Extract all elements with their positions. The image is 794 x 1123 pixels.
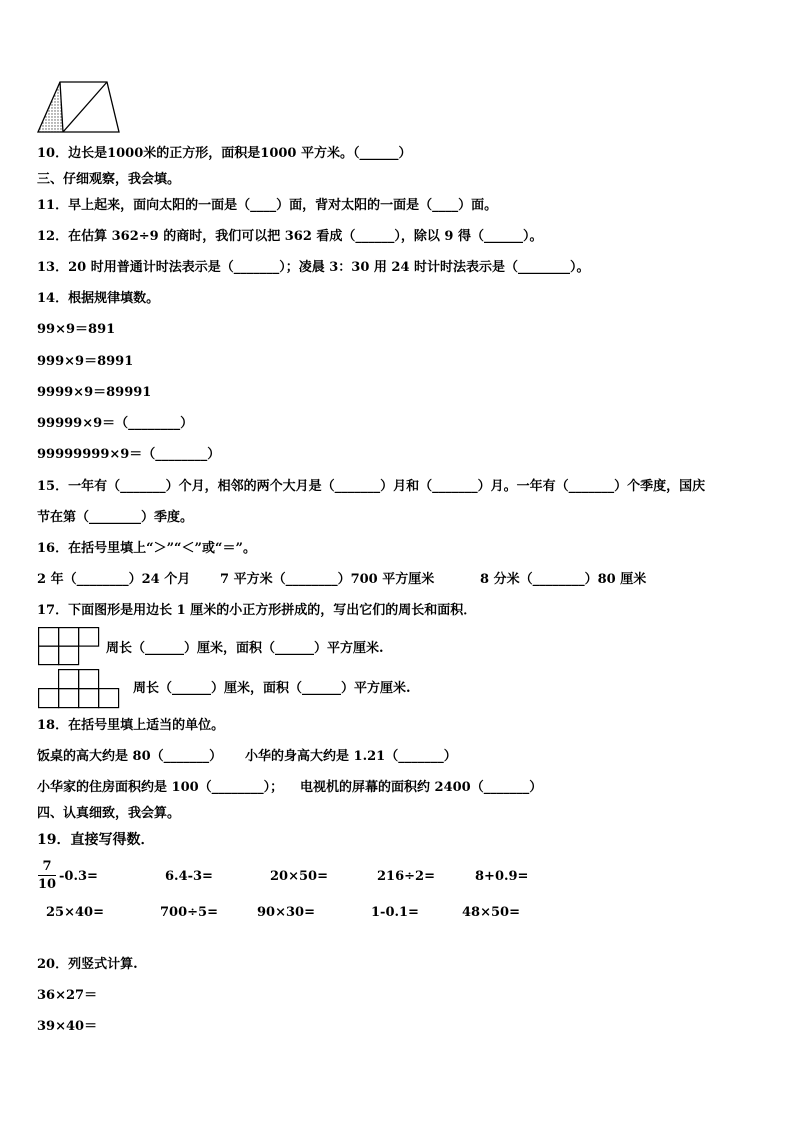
pattern-line: 99999×9＝（________） bbox=[37, 416, 194, 431]
fraction-seven-tenths bbox=[38, 859, 56, 892]
question-17: 17．下面图形是用边长 1 厘米的小正方形拼成的，写出它们的周长和面积． bbox=[37, 603, 477, 618]
question-15-line-1: 15．一年有（_______）个月，相邻的两个大月是（_______）月和（_______）月。一年有（_______）个季度，国庆 bbox=[37, 479, 706, 494]
section-3-heading: 三、仔细观察，我会填。 bbox=[37, 172, 181, 187]
question-11: 11．早上起来，面向太阳的一面是（____）面，背对太阳的一面是（____）面。 bbox=[37, 198, 498, 213]
square-grid-figure-b bbox=[38, 669, 122, 711]
unit-item: 电视机的屏幕的面积约 2400（_______） bbox=[300, 780, 543, 795]
fraction-bar bbox=[38, 875, 56, 876]
vertical-calc-item: 36×27＝ bbox=[37, 988, 98, 1003]
calc-item: 216÷2= bbox=[377, 869, 435, 884]
calc-item: 48×50= bbox=[462, 905, 520, 920]
pattern-line: 99999999×9＝（________） bbox=[37, 447, 221, 462]
calc-item: 700÷5= bbox=[160, 905, 218, 920]
calc-item: -0.3= bbox=[59, 869, 98, 884]
question-19: 19．直接写得数． bbox=[37, 832, 155, 848]
unit-item: 小华家的住房面积约是 100（________）； bbox=[37, 780, 284, 795]
compare-item: 7 平方米（________）700 平方厘米 bbox=[220, 572, 435, 587]
question-14: 14．根据规律填数。 bbox=[37, 291, 160, 306]
question-12: 12．在估算 362÷9 的商时，我们可以把 362 看成（______），除以 9 得（______）。 bbox=[37, 229, 543, 244]
pattern-line: 99×9＝891 bbox=[37, 322, 116, 337]
perimeter-area-a: 周长（______）厘米，面积（______）平方厘米. bbox=[106, 641, 384, 656]
calc-item: 8+0.9= bbox=[475, 869, 529, 884]
compare-item: 8 分米（________）80 厘米 bbox=[480, 572, 647, 587]
unit-item: 饭桌的高大约是 80（_______） bbox=[37, 749, 223, 764]
diagonal-line-2 bbox=[63, 82, 107, 132]
calc-item: 20×50= bbox=[270, 869, 328, 884]
square-grid-figure-a bbox=[38, 627, 100, 669]
calc-item: 1-0.1= bbox=[371, 905, 419, 920]
fraction-numerator: 7 bbox=[42, 859, 52, 874]
unit-item: 小华的身高大约是 1.21（_______） bbox=[245, 749, 457, 764]
question-15-line-2: 节在第（________）季度。 bbox=[37, 510, 194, 525]
question-10: 10．边长是1000米的正方形，面积是1000 平方米。（______） bbox=[37, 146, 412, 161]
calc-item: 25×40= bbox=[46, 905, 104, 920]
question-16: 16．在括号里填上“＞”“＜”或“＝”。 bbox=[37, 541, 256, 556]
pattern-line: 999×9＝8991 bbox=[37, 354, 134, 369]
question-18: 18．在括号里填上适当的单位。 bbox=[37, 718, 225, 733]
fraction-denominator: 10 bbox=[38, 877, 57, 892]
section-4-heading: 四、认真细致，我会算。 bbox=[37, 806, 181, 821]
trapezoid-figure bbox=[36, 80, 126, 136]
calc-item: 90×30= bbox=[257, 905, 315, 920]
question-20: 20．列竖式计算. bbox=[37, 957, 138, 972]
compare-item: 2 年（________）24 个月 bbox=[37, 572, 191, 587]
perimeter-area-b: 周长（______）厘米，面积（______）平方厘米. bbox=[133, 681, 411, 696]
vertical-calc-item: 39×40＝ bbox=[37, 1019, 98, 1034]
pattern-line: 9999×9＝89991 bbox=[37, 385, 152, 400]
question-13: 13．20 时用普通计时法表示是（_______）；凌晨 3：30 用 24 时计时法表示是（________）。 bbox=[37, 260, 590, 275]
calc-item: 6.4-3= bbox=[165, 869, 213, 884]
